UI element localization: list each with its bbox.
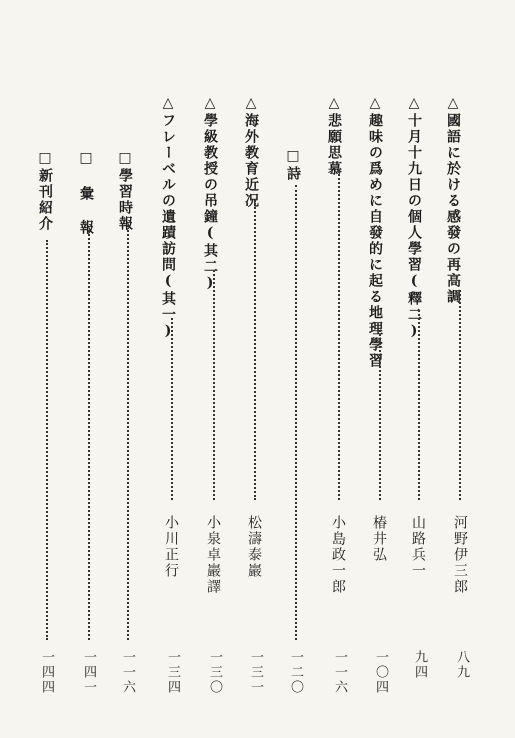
entry-title: △十月十九日の個人學習(釋二) — [406, 95, 422, 341]
entry-page: 一一六 — [332, 650, 347, 695]
entry-page: 一三〇 — [207, 650, 222, 695]
leader-dots — [254, 200, 256, 500]
leader-dots — [418, 310, 420, 500]
entry-title: △悲願思慕 — [326, 95, 342, 177]
entry-author: 小島政一郎 — [330, 515, 346, 595]
entry-author: 小川正行 — [163, 515, 179, 579]
leader-dots — [295, 185, 297, 640]
entry-author: 椿井弘 — [371, 515, 387, 563]
leader-dots — [213, 270, 215, 500]
entry-page: 一〇四 — [373, 650, 388, 695]
leader-dots — [88, 230, 90, 640]
entry-page: 一三四 — [165, 650, 180, 695]
entry-title: △フレーベルの遺蹟訪問(其一) — [160, 95, 176, 341]
leader-dots — [379, 330, 381, 500]
entry-title: □新刊紹介 — [37, 150, 53, 232]
leader-dots — [171, 318, 173, 500]
entry-page: 八九 — [454, 650, 469, 680]
entry-author: 河野伊三郎 — [452, 515, 468, 595]
entry-page: 一四四 — [39, 650, 54, 695]
leader-dots — [459, 290, 461, 500]
leader-dots — [46, 240, 48, 640]
entry-page: 一一六 — [120, 650, 135, 695]
entry-title: □彙報 — [78, 150, 94, 254]
leader-dots — [127, 225, 129, 640]
entry-page: 九四 — [412, 650, 427, 680]
entry-author: 松濤泰巖 — [246, 515, 262, 579]
entry-page: 一四一 — [81, 650, 96, 695]
entry-page: 一二〇 — [288, 650, 303, 695]
entry-author: 小泉卓巖譯 — [205, 515, 221, 595]
entry-title: △海外教育近况 — [243, 95, 259, 209]
entry-title: □詩 — [285, 148, 301, 182]
entry-title: △國語に於ける感發の再高調 — [445, 95, 461, 305]
entry-title: △學級教授の吊鐘(其二) — [202, 95, 218, 293]
entry-title: △趣味の爲めに自發的に起る地理學習 — [367, 95, 383, 369]
leader-dots — [338, 170, 340, 500]
entry-author: 山路兵一 — [410, 515, 426, 579]
entry-page: 一三一 — [248, 650, 263, 695]
entry-title: □學習時報 — [117, 150, 133, 232]
